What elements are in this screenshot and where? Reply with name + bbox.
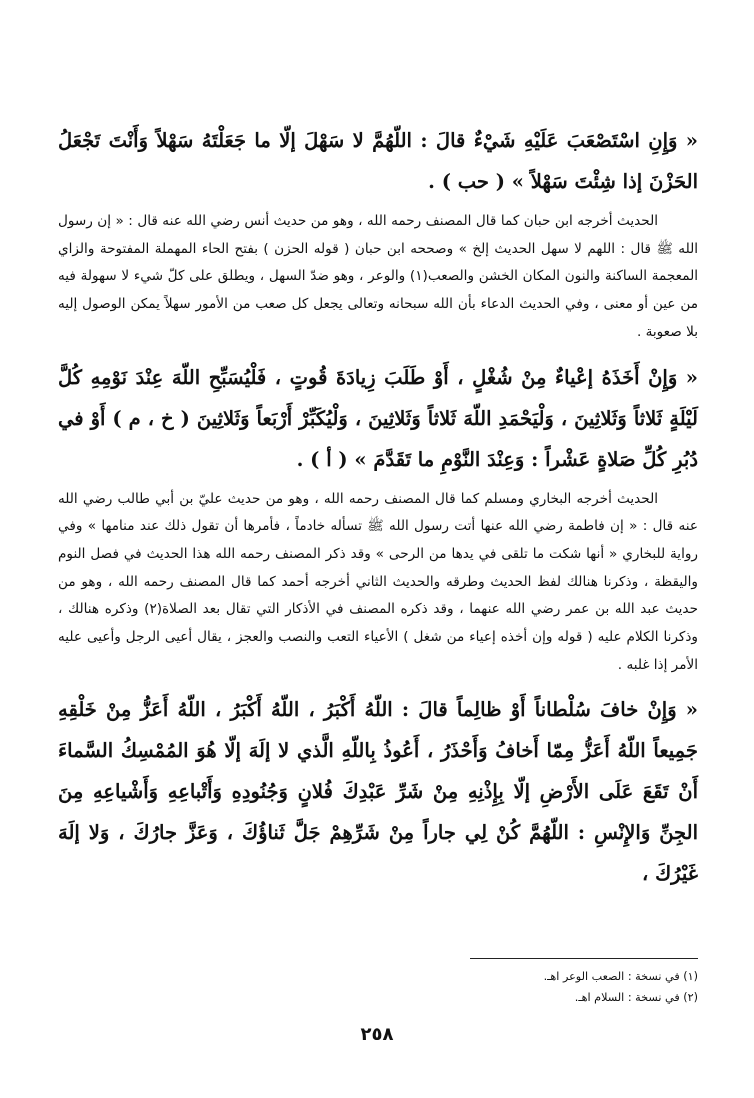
- matn-paragraph-3: « وَإِنْ خافَ سُلْطاناً أَوْ ظالِماً قالَ : اللّهُ أَكْبَرُ ، اللّهُ أَكْبَرُ ، اللّهُ أَعَزُّ مِنْ خَلْقِهِ جَمِيعاً اللّهُ أَعَزُّ مِمّا أَخافُ وَأَحْذَرُ ، أَعُوذُ بِاللّهِ الَّذي لا إلَهَ إلّا هُوَ المُمْسِكُ السَّماءَ أَنْ تَقَعَ عَلَى الأَرْضِ إلّا بِإِذْنِهِ مِنْ شَرِّ عَبْدِكَ فُلانٍ وَجُنُودِهِ وَأَتْباعِهِ وَأَشْياعِهِ مِنَ الجِنِّ وَالإِنْسِ : اللّهُمَّ كُنْ لِي جاراً مِنْ شَرِّهِمْ جَلَّ ثَناؤُكَ ، وَعَزَّ جارُكَ ، وَلا إلَهَ غَيْرُكَ ،: [58, 698, 698, 886]
- commentary-paragraph-1: الحديث أخرجه ابن حبان كما قال المصنف رحمه الله ، وهو من حديث أنس رضي الله عنه قال : « إن رسول الله ﷺ قال : اللهم لا سهل الحديث إلخ » وصححه ابن حبان ( قوله الحزن ) بفتح الحاء المهملة المفتوحة والزاي المعجمة الساكنة والنون المكان الخشن والصعب(١) والوعر ، وهو ضدّ السهل ، ويطلق على كلّ شيء لا سهولة فيه من عين أو معنى ، وفي الحديث الدعاء بأن الله سبحانه وتعالى يجعل كل صعب من الأمور سهلاً يمكن الوصول إليه بلا صعوبة .: [58, 213, 698, 340]
- footnote-divider: [470, 958, 698, 959]
- matn-paragraph-2: « وَإِنْ أَخَذَهُ إعْياءٌ مِنْ شُغْلٍ ، أَوْ طَلَبَ زِيادَةَ قُوتٍ ، فَلْيُسَبِّحِ اللّهَ عِنْدَ نَوْمِهِ كُلَّ لَيْلَةٍ ثَلاثاً وَثَلاثِينَ ، وَلْيَحْمَدِ اللّهَ ثَلاثاً وَثَلاثِينَ ، وَلْيُكَبِّرْ أَرْبَعاً وَثَلاثِينَ ( خ ، م ) أَوْ في دُبُرِ كُلِّ صَلاةٍ عَشْراً : وَعِنْدَ النَّوْمِ ما تَقَدَّمَ » ( أ ) .: [58, 365, 698, 471]
- footnotes: [470, 966, 698, 1008]
- footnote-2: (٢) في نسخة : السلام اهـ.: [574, 991, 698, 1004]
- commentary-paragraph-2: الحديث أخرجه البخاري ومسلم كما قال المصنف رحمه الله ، وهو من حديث عليّ بن أبي طالب رضي الله عنه قال : « إن فاطمة رضي الله عنها أتت رسول الله ﷺ تسأله خادماً ، فأمرها أن تقول ذلك عند منامها » وفي رواية للبخاري « أنها شكت ما تلقى في يدها من الرحى » وقد ذكر المصنف رحمه الله هذا الحديث في فصل النوم واليقظة ، وذكرنا هنالك لفظ الحديث وطرقه والحديث الثاني أخرجه أحمد كما قال المصنف رحمه الله ، وهو من حديث عبد الله بن عمر رضي الله عنهما ، وقد ذكره المصنف في الأذكار التي تقال بعد الصلاة(٢) وذكره هنالك ، وذكرنا الكلام عليه ( قوله وإن أخذه إعياء من شغل ) الأعياء التعب والنصب والعجز ، يقال أعيى الرجل وأعيى عليه الأمر إذا غلبه .: [58, 490, 698, 673]
- footnote-1: (١) في نسخة : الصعب الوعر اهـ.: [543, 970, 698, 983]
- page-number: ٢٥٨: [360, 1024, 394, 1045]
- matn-paragraph-1: « وَإِنِ اسْتَصْعَبَ عَلَيْهِ شَيْءٌ قالَ : اللّهُمَّ لا سَهْلَ إلّا ما جَعَلْتَهُ سَهْلاً وَأَنْتَ تَجْعَلُ الحَزْنَ إذا شِئْتَ سَهْلاً » ( حب ) .: [58, 129, 698, 193]
- page-body: [58, 120, 698, 894]
